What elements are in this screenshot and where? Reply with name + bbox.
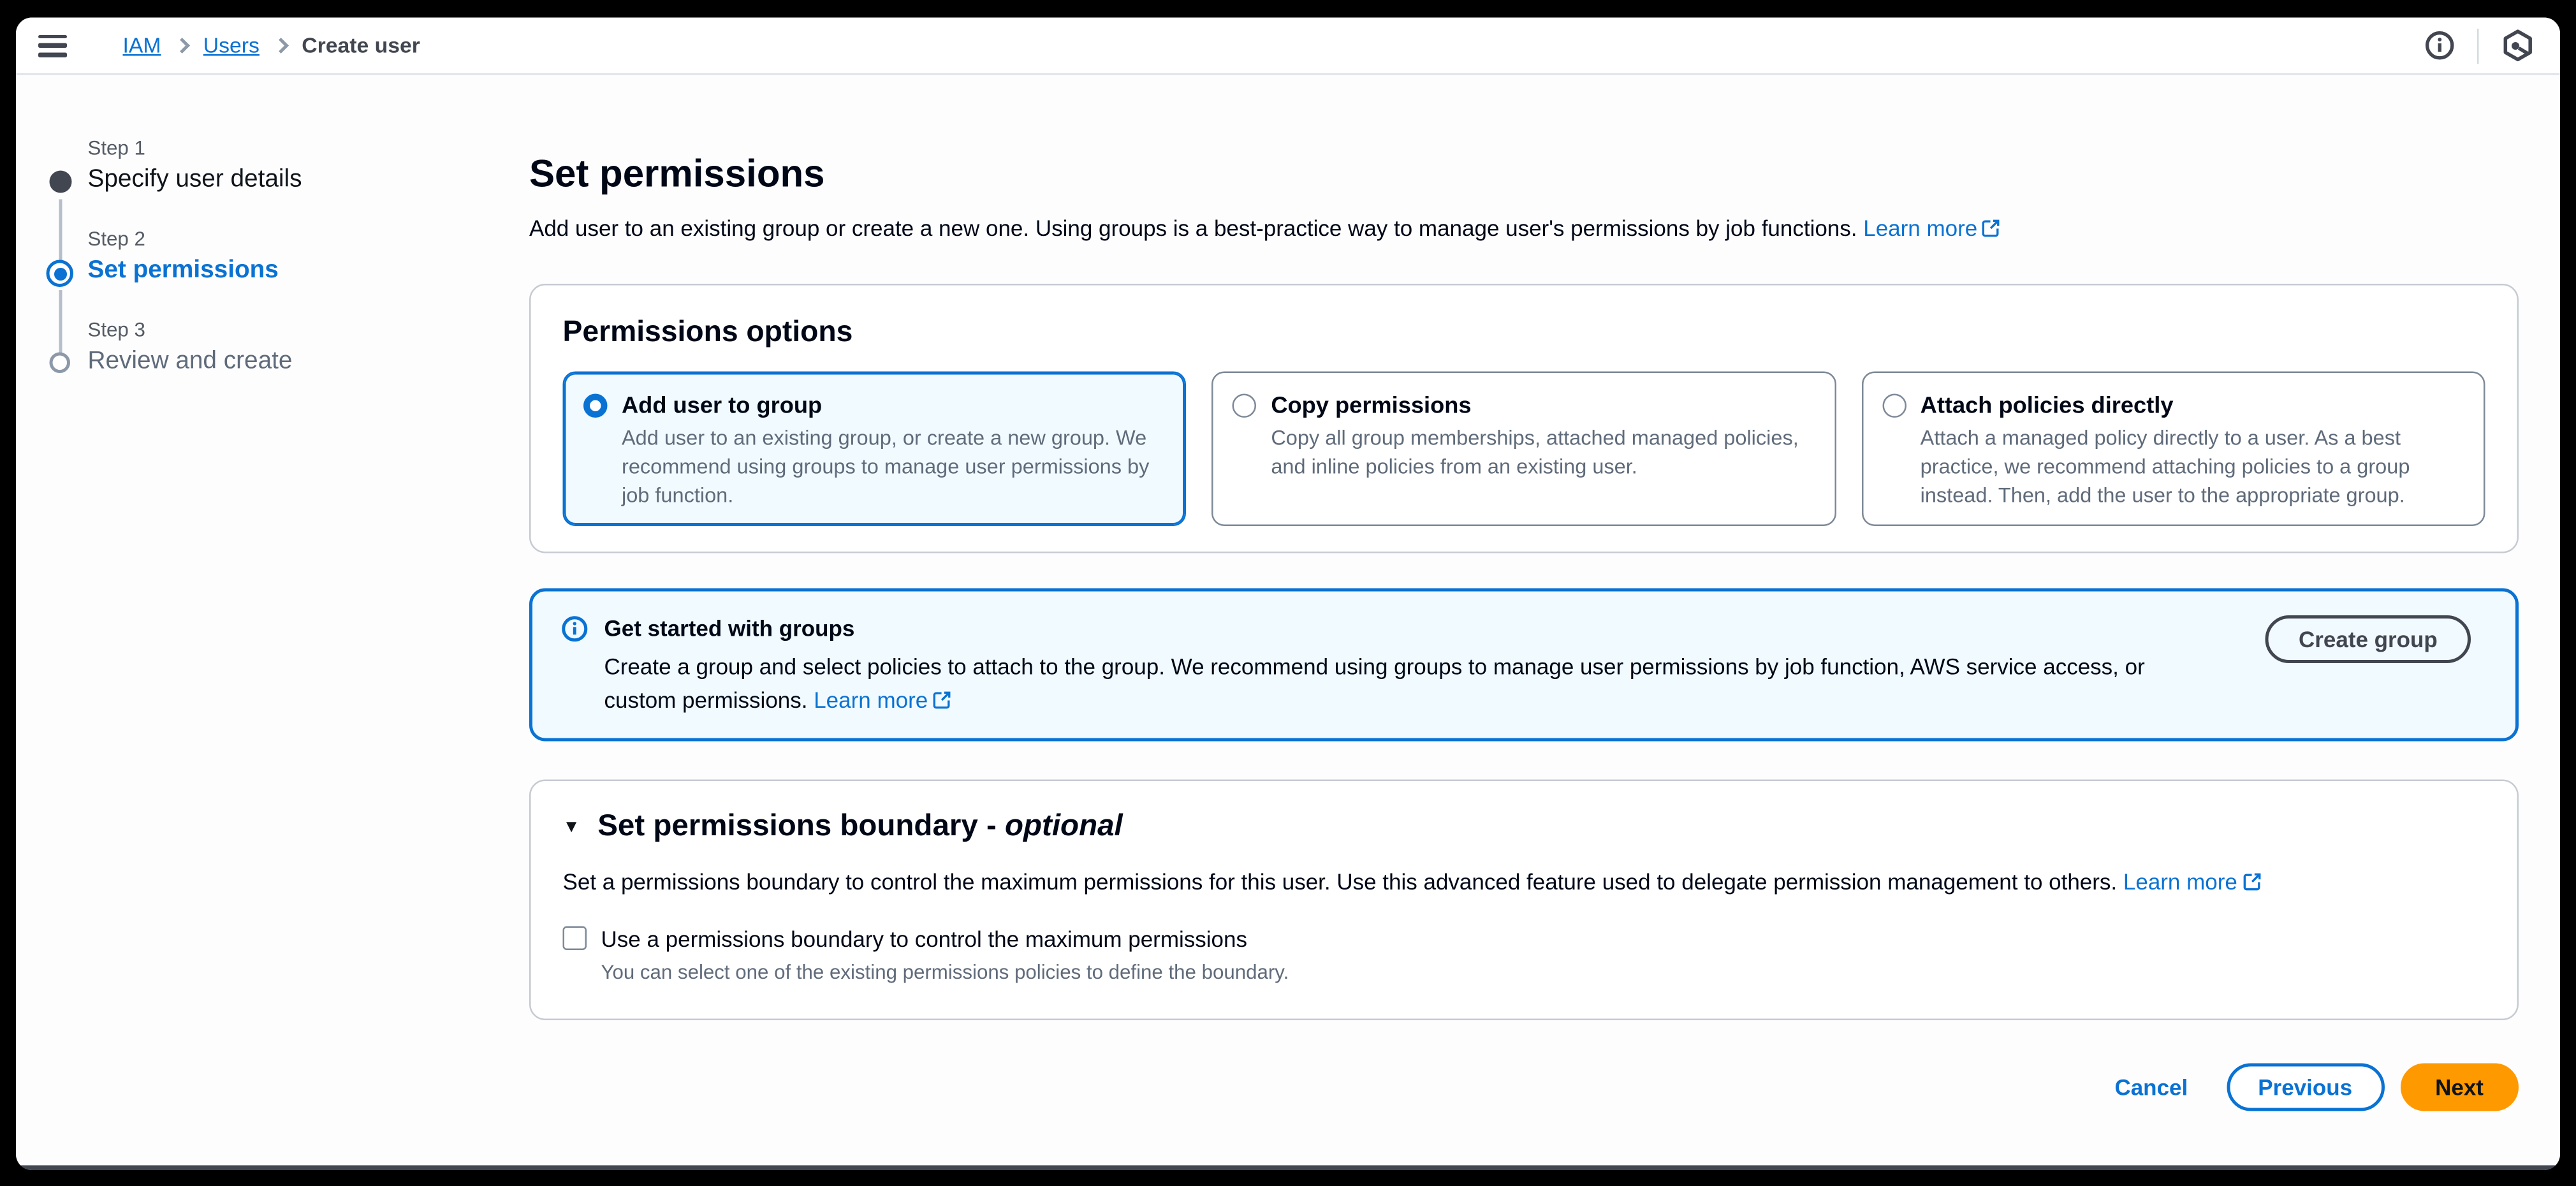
topbar-right-icons (2425, 28, 2535, 63)
boundary-expander[interactable] (563, 809, 2485, 847)
option-description: Add user to an existing group, or create a new group. We recommend using groups to manage user permissions by job function. (622, 425, 1150, 507)
page-title: Set permissions (529, 153, 825, 196)
option-description: Copy all group memberships, attached managed policies, and inline policies from an existing user. (1271, 425, 1799, 478)
external-link-icon (2242, 872, 2261, 891)
previous-button[interactable]: Previous (2226, 1064, 2384, 1111)
learn-more-link[interactable] (814, 687, 951, 713)
radio-unselected-icon[interactable] (1233, 394, 1257, 418)
option-tile-copy-permissions[interactable] (1212, 372, 1836, 527)
boundary-description-text: Set a permissions boundary to control the maximum permissions for this user. Use this advanced feature used to delegate permission management to others. (562, 868, 2118, 895)
learn-more-link[interactable] (2123, 869, 2261, 895)
permissions-options-title: Permissions options (562, 314, 853, 348)
option-tile-attach-policies-directly[interactable] (1861, 372, 2485, 527)
content-area (16, 75, 2560, 1166)
step-item-review-and-create (50, 319, 530, 378)
boundary-checkbox-row (563, 923, 2485, 955)
breadcrumb-link-users[interactable]: Users (203, 33, 260, 57)
step-complete-dot-icon (50, 171, 72, 193)
cancel-button[interactable]: Cancel (2114, 1074, 2188, 1100)
topbar (16, 18, 2560, 75)
boundary-description (563, 866, 2485, 900)
boundary-title (597, 809, 1123, 847)
step-active-radio-icon (47, 260, 74, 288)
step-upcoming-dot-icon (50, 353, 71, 374)
console-window (16, 18, 2560, 1171)
learn-more-label: Learn more (1863, 215, 1978, 241)
page-description-text: Add user to an existing group or create a new one. Using groups is a best-practice way to manage user's permissions by job functions. (529, 215, 1857, 241)
learn-more-link[interactable] (1863, 216, 2001, 241)
caret-down-icon: ▼ (562, 817, 580, 837)
option-description: Attach a managed policy directly to a user. As a best practice, we recommend attaching policies to a group instead. Then, add the user to the appropriate group. (1920, 425, 2410, 507)
permissions-boundary-checkbox[interactable] (563, 926, 587, 951)
info-icon[interactable] (2425, 31, 2455, 61)
checkbox-label[interactable]: Use a permissions boundary to control the maximum permissions (601, 926, 1247, 952)
step-number: Step 1 (87, 137, 145, 159)
step-label[interactable]: Specify user details (87, 166, 302, 193)
radio-unselected-icon[interactable] (1882, 394, 1906, 418)
permissions-boundary-card (529, 780, 2519, 1021)
radio-selected-icon[interactable] (583, 394, 608, 418)
step-label[interactable]: Set permissions (87, 256, 279, 284)
groups-info-banner (529, 589, 2519, 742)
external-link-icon (933, 691, 952, 710)
step-item-set-permissions[interactable] (50, 228, 530, 288)
menu-icon[interactable] (38, 34, 67, 57)
steps-nav (50, 137, 530, 1166)
window-bottom-edge (16, 1166, 2560, 1171)
banner-body (604, 612, 2221, 717)
breadcrumb-link-iam[interactable]: IAM (122, 33, 161, 57)
info-icon (561, 615, 589, 650)
banner-description-text: Create a group and select policies to attach to the group. We recommend using groups to manage user permissions by job function, AWS service access, or custom permissions. (604, 654, 2145, 713)
chevron-right-icon (274, 38, 288, 53)
page-description (529, 212, 2519, 246)
option-label: Attach policies directly (1920, 393, 2174, 420)
banner-title: Get started with groups (604, 615, 855, 641)
boundary-title-optional: optional (1005, 810, 1123, 844)
learn-more-label: Learn more (814, 687, 928, 713)
breadcrumb-current: Create user (302, 33, 420, 57)
step-item-specify-user-details[interactable] (50, 137, 530, 196)
create-group-button[interactable]: Create group (2265, 615, 2471, 663)
step-number: Step 3 (87, 319, 145, 341)
wizard-actions (529, 1064, 2519, 1111)
option-tile-add-user-to-group[interactable] (563, 372, 1187, 527)
breadcrumb (123, 34, 420, 58)
next-button[interactable]: Next (2400, 1064, 2519, 1111)
step-number: Step 2 (87, 228, 145, 251)
learn-more-label: Learn more (2123, 868, 2237, 895)
checkbox-description: You can select one of the existing permissions policies to define the boundary. (601, 961, 1289, 984)
boundary-title-text: Set permissions boundary - (597, 810, 997, 844)
permissions-option-tiles (563, 372, 2485, 527)
option-label: Add user to group (622, 393, 823, 420)
divider (2477, 28, 2479, 63)
chevron-right-icon (175, 38, 189, 53)
main-panel (529, 137, 2519, 1166)
hexagon-assistant-icon[interactable] (2501, 29, 2535, 62)
banner-description (604, 650, 2221, 717)
option-label: Copy permissions (1271, 393, 1472, 420)
external-link-icon (1982, 219, 2002, 238)
step-label: Review and create (87, 348, 293, 375)
permissions-options-card (529, 284, 2519, 553)
